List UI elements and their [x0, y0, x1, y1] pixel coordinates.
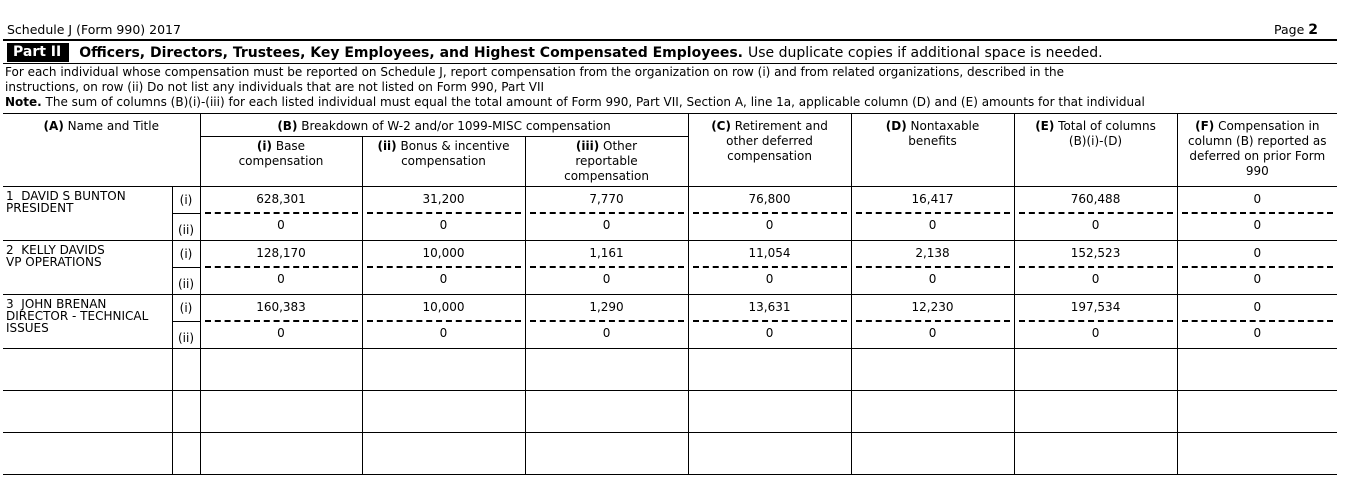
- value-row-i: 0: [1253, 300, 1262, 314]
- value-row-i: 160,383: [256, 300, 306, 314]
- empty-cell: [688, 391, 851, 433]
- empty-cell: [851, 433, 1014, 475]
- empty-cell: [525, 433, 688, 475]
- value-row-i: 152,523: [1070, 246, 1121, 260]
- part-rule: [3, 63, 1337, 64]
- empty-cell: [1014, 391, 1177, 433]
- value-cell: [688, 187, 851, 241]
- value-cell: [525, 241, 688, 295]
- col-bi-code: (i): [256, 139, 273, 153]
- person-title: DIRECTOR - TECHNICAL ISSUES: [6, 309, 149, 335]
- person-number: 1: [6, 189, 14, 203]
- top-rule: [3, 39, 1337, 41]
- instructions-note: [5, 95, 1145, 110]
- value-row-ii: 0: [1091, 218, 1100, 232]
- empty-row: [3, 433, 1337, 475]
- row-label-i: (i): [179, 193, 193, 207]
- instructions-line-1: For each individual whose compensation must be reported on Schedule J, report compensation from the organization on row (i) and from related organizations, described in the: [5, 65, 1065, 79]
- value-row-ii: 0: [439, 326, 448, 340]
- value-row-ii: 0: [765, 218, 774, 232]
- value-cell: [1014, 187, 1177, 241]
- person-title: VP OPERATIONS: [6, 255, 102, 269]
- value-row-ii: 0: [928, 272, 937, 286]
- page-number: 2: [1308, 22, 1318, 38]
- empty-cell: [3, 433, 172, 475]
- table-row: [3, 241, 1337, 295]
- empty-cell: [851, 391, 1014, 433]
- value-row-i: 12,230: [911, 300, 954, 314]
- col-header-biii: [525, 137, 688, 187]
- value-row-i: 10,000: [422, 300, 465, 314]
- empty-cell: [1014, 433, 1177, 475]
- value-row-i: 197,534: [1070, 300, 1121, 314]
- row-label-ii: (ii): [173, 321, 200, 346]
- value-row-i: 2,138: [915, 246, 950, 260]
- row-label-cell: [172, 187, 200, 241]
- form-line: Schedule J (Form 990) 2017: [7, 22, 181, 37]
- person-name-text: JOHN BRENAN: [21, 297, 107, 311]
- empty-cell: [362, 433, 525, 475]
- value-row-ii: 0: [277, 218, 285, 232]
- empty-row: [3, 391, 1337, 433]
- empty-cell: [200, 349, 362, 391]
- page-label: [1274, 22, 1318, 38]
- person-cell: [3, 295, 172, 349]
- col-header-bi: [200, 137, 362, 187]
- empty-cell: [525, 391, 688, 433]
- value-row-i: 10,000: [422, 246, 465, 260]
- col-biii-code: (iii): [575, 139, 600, 153]
- empty-cell: [172, 349, 200, 391]
- value-row-ii: 0: [439, 272, 448, 286]
- value-cell: [851, 241, 1014, 295]
- col-header-d: [851, 114, 1014, 187]
- empty-cell: [1014, 349, 1177, 391]
- empty-cell: [1177, 433, 1337, 475]
- empty-cell: [525, 349, 688, 391]
- value-row-ii: 0: [928, 218, 937, 232]
- col-d-code: (D): [885, 119, 907, 133]
- value-row-i: 760,488: [1070, 192, 1121, 206]
- value-row-i: 31,200: [422, 192, 465, 206]
- empty-cell: [172, 391, 200, 433]
- table-row: [3, 295, 1337, 349]
- empty-cell: [362, 391, 525, 433]
- value-row-ii: 0: [439, 218, 448, 232]
- part-note: Use duplicate copies if additional space is needed.: [747, 44, 1103, 61]
- value-cell: [1177, 187, 1337, 241]
- col-d-label: Nontaxable benefits: [906, 119, 980, 148]
- value-row-ii: 0: [1253, 218, 1262, 232]
- value-cell: [851, 295, 1014, 349]
- col-e-label: Total of columns (B)(i)-(D): [1054, 119, 1156, 148]
- value-row-ii: 0: [277, 326, 285, 340]
- empty-row: [3, 349, 1337, 391]
- value-cell: [362, 187, 525, 241]
- value-cell: [525, 187, 688, 241]
- col-header-f: [1177, 114, 1337, 187]
- page-label-text: Page: [1274, 22, 1305, 37]
- value-row-i: 7,770: [589, 192, 624, 206]
- value-cell: [1177, 295, 1337, 349]
- value-cell: [362, 241, 525, 295]
- person-name-text: KELLY DAVIDS: [21, 243, 105, 257]
- value-row-ii: 0: [928, 326, 937, 340]
- value-row-i: 0: [1253, 192, 1262, 206]
- value-cell: [362, 295, 525, 349]
- col-e-code: (E): [1035, 119, 1055, 133]
- row-label-cell: [172, 241, 200, 295]
- value-cell: [200, 295, 362, 349]
- value-row-ii: 0: [765, 326, 774, 340]
- person-number: 2: [6, 243, 14, 257]
- value-cell: [1177, 241, 1337, 295]
- part-heading: [7, 43, 1103, 62]
- empty-cell: [200, 391, 362, 433]
- empty-cell: [172, 433, 200, 475]
- note-label: Note.: [5, 95, 42, 109]
- empty-cell: [688, 433, 851, 475]
- value-row-ii: 0: [1091, 326, 1100, 340]
- col-b-label: Breakdown of W-2 and/or 1099-MISC compensation: [297, 119, 611, 133]
- value-row-i: 128,170: [256, 246, 306, 260]
- col-header-bii: [362, 137, 525, 187]
- col-a-code: (A): [43, 119, 64, 133]
- row-label-i: (i): [179, 247, 193, 261]
- value-row-i: 1,161: [589, 246, 624, 260]
- person-cell: [3, 187, 172, 241]
- instructions-line-2: instructions, on row (ii) Do not list any individuals that are not listed on Form 990, Part VII: [5, 80, 545, 94]
- col-header-b: [200, 114, 688, 137]
- value-cell: [200, 241, 362, 295]
- col-bii-code: (ii): [377, 139, 397, 153]
- col-c-label: Retirement and other deferred compensation: [726, 119, 828, 163]
- part-title: Officers, Directors, Trustees, Key Employees, and Highest Compensated Employees.: [79, 44, 743, 61]
- col-bi-label: Base compensation: [238, 139, 324, 168]
- person-number: 3: [6, 297, 14, 311]
- person-cell: [3, 241, 172, 295]
- value-cell: [200, 187, 362, 241]
- row-label-i: (i): [179, 301, 193, 315]
- row-label-ii: (ii): [173, 213, 200, 238]
- value-row-ii: 0: [1253, 272, 1262, 286]
- value-row-ii: 0: [1091, 272, 1100, 286]
- row-label-ii: (ii): [173, 267, 200, 292]
- col-header-e: [1014, 114, 1177, 187]
- col-biii-label: Other reportable compensation: [564, 139, 649, 183]
- value-cell: [525, 295, 688, 349]
- col-f-label: Compensation in column (B) reported as deferred on prior Form 990: [1188, 119, 1327, 178]
- value-row-ii: 0: [602, 218, 611, 232]
- part-badge: Part II: [7, 43, 69, 62]
- value-row-i: 11,054: [748, 246, 791, 260]
- value-row-i: 1,290: [589, 300, 624, 314]
- empty-cell: [688, 349, 851, 391]
- col-header-c: [688, 114, 851, 187]
- value-row-ii: 0: [1253, 326, 1262, 340]
- row-label-cell: [172, 295, 200, 349]
- col-header-a: [3, 114, 200, 187]
- person-name-text: DAVID S BUNTON: [21, 189, 126, 203]
- empty-cell: [1177, 391, 1337, 433]
- value-row-ii: 0: [602, 326, 611, 340]
- col-b-code: (B): [277, 119, 298, 133]
- value-row-i: 628,301: [256, 192, 306, 206]
- compensation-table: [3, 113, 1337, 475]
- value-row-i: 13,631: [748, 300, 791, 314]
- empty-cell: [362, 349, 525, 391]
- empty-cell: [3, 349, 172, 391]
- empty-cell: [1177, 349, 1337, 391]
- person-title: PRESIDENT: [6, 201, 74, 215]
- value-row-i: 76,800: [748, 192, 791, 206]
- empty-cell: [3, 391, 172, 433]
- col-c-code: (C): [711, 119, 731, 133]
- note-text: The sum of columns (B)(i)-(iii) for each listed individual must equal the total amount of Form 990, Part VII, Section A, line 1a, applicable column (D) and (E) amounts for that individual: [41, 95, 1145, 109]
- value-cell: [851, 187, 1014, 241]
- value-cell: [688, 241, 851, 295]
- col-bii-label: Bonus & incentive compensation: [396, 139, 510, 168]
- value-row-ii: 0: [602, 272, 611, 286]
- value-cell: [688, 295, 851, 349]
- value-row-ii: 0: [765, 272, 774, 286]
- value-row-i: 16,417: [911, 192, 954, 206]
- value-cell: [1014, 241, 1177, 295]
- value-cell: [1014, 295, 1177, 349]
- empty-cell: [200, 433, 362, 475]
- col-f-code: (F): [1195, 119, 1215, 133]
- table-row: [3, 187, 1337, 241]
- empty-cell: [851, 349, 1014, 391]
- col-a-label: Name and Title: [63, 119, 159, 133]
- value-row-i: 0: [1253, 246, 1262, 260]
- value-row-ii: 0: [277, 272, 285, 286]
